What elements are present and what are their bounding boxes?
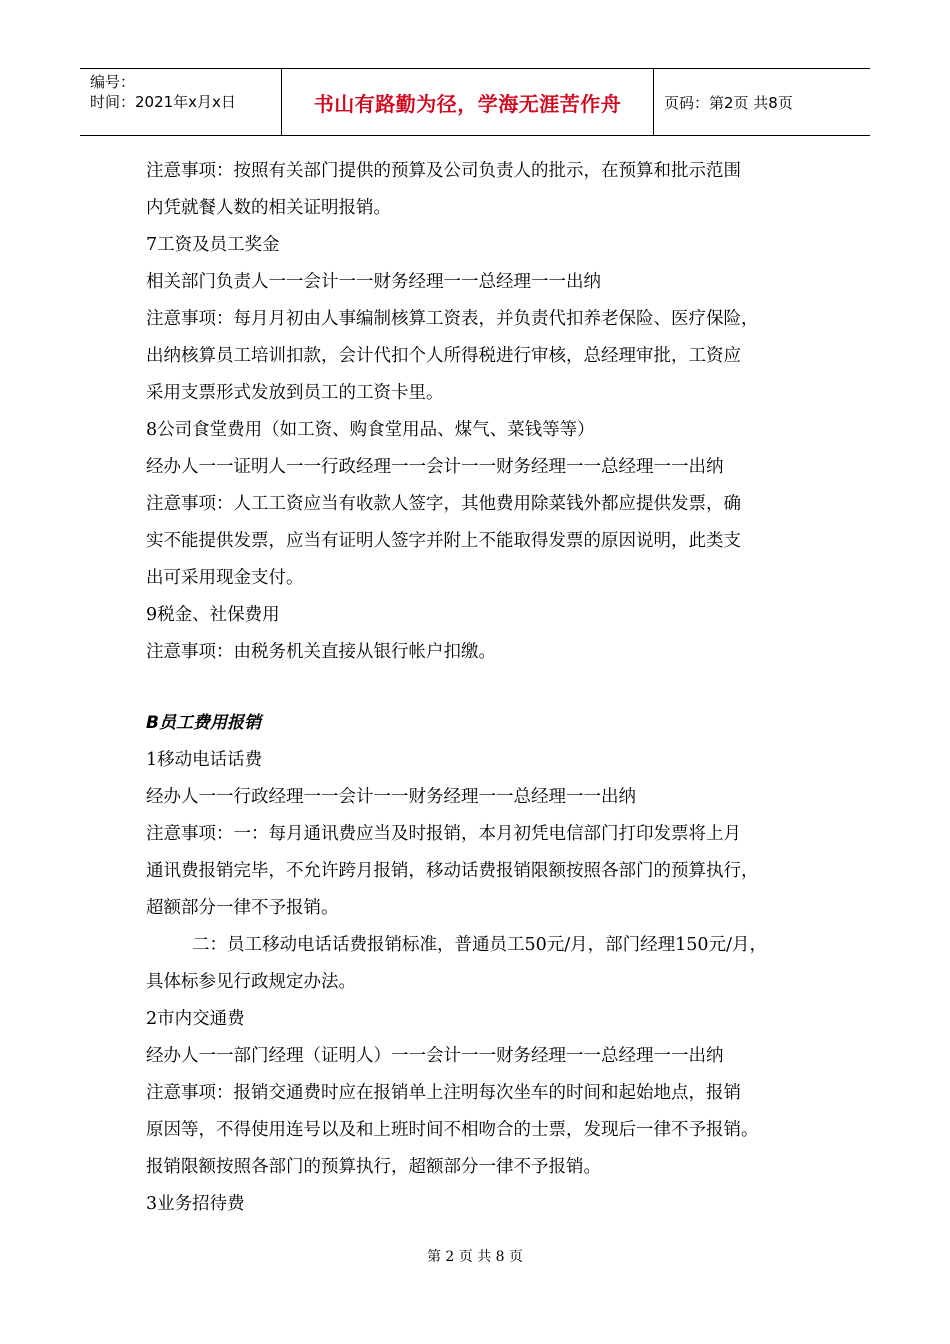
header-meta: [80, 69, 282, 135]
paragraph-line: 注意事项：每月月初由人事编制核算工资表，并负责代扣养老保险、医疗保险，: [146, 309, 759, 329]
item-heading: 8公司食堂费用（如工资、购食堂用品、煤气、菜钱等等）: [146, 420, 595, 440]
paragraph-line: 出纳核算员工培训扣款，会计代扣个人所得税进行审核，总经理审批，工资应: [146, 346, 741, 366]
header-page-info: 页码：第2页 共8页: [664, 93, 793, 112]
item-heading: 3业务招待费: [146, 1194, 245, 1214]
approval-flow: 经办人一一证明人一一行政经理一一会计一一财务经理一一总经理一一出纳: [146, 457, 724, 477]
approval-flow: 经办人一一行政经理一一会计一一财务经理一一总经理一一出纳: [146, 787, 636, 807]
section-heading: B员工费用报销: [146, 713, 261, 733]
paragraph-line: 注意事项：由税务机关直接从银行帐户扣缴。: [146, 642, 496, 662]
item-heading: 1移动电话话费: [146, 750, 263, 770]
paragraph-line: 出可采用现金支付。: [146, 568, 304, 588]
header-motto: 书山有路勤为径，学海无涯苦作舟: [313, 91, 622, 116]
blank-line: [146, 671, 826, 705]
paragraph-line: 具体标参见行政规定办法。: [146, 972, 356, 992]
paragraph-line: 内凭就餐人数的相关证明报销。: [146, 198, 391, 218]
item-heading: 2市内交通费: [146, 1009, 245, 1029]
document-number-label: 编号：: [90, 73, 136, 91]
paragraph-line: 超额部分一律不予报销。: [146, 898, 339, 918]
paragraph-line: 注意事项：人工工资应当有收款人签字，其他费用除菜钱外都应提供发票，确: [146, 494, 741, 514]
paragraph-line: 报销限额按照各部门的预算执行，超额部分一律不予报销。: [146, 1157, 601, 1177]
item-heading: 9税金、社保费用: [146, 605, 280, 625]
document-date: 时间：2021年x月x日: [90, 93, 236, 111]
paragraph-line: 通讯费报销完毕，不允许跨月报销，移动话费报销限额按照各部门的预算执行，: [146, 861, 759, 881]
page-header: [80, 68, 870, 136]
paragraph-line: 采用支票形式发放到员工的工资卡里。: [146, 383, 444, 403]
paragraph-line: 原因等，不得使用连号以及和上班时间不相吻合的士票，发现后一律不予报销。: [146, 1120, 759, 1140]
approval-flow: 相关部门负责人一一会计一一财务经理一一总经理一一出纳: [146, 272, 601, 292]
item-heading: 7工资及员工奖金: [146, 235, 280, 255]
paragraph-line: 注意事项：一：每月通讯费应当及时报销，本月初凭电信部门打印发票将上月: [146, 824, 741, 844]
page-footer: 第 2 页 共 8 页: [426, 1249, 524, 1265]
approval-flow: 经办人一一部门经理（证明人）一一会计一一财务经理一一总经理一一出纳: [146, 1046, 724, 1066]
paragraph-line: 注意事项：按照有关部门提供的预算及公司负责人的批示，在预算和批示范围: [146, 161, 741, 181]
paragraph-line: 实不能提供发票，应当有证明人签字并附上不能取得发票的原因说明，此类支: [146, 531, 741, 551]
paragraph-line: 注意事项：报销交通费时应在报销单上注明每次坐车的时间和起始地点，报销: [146, 1083, 741, 1103]
paragraph-line: 二：员工移动电话话费报销标准，普通员工50元/月，部门经理150元/月，: [192, 935, 767, 955]
document-body: [146, 153, 826, 1223]
header-motto-cell: [282, 69, 654, 135]
